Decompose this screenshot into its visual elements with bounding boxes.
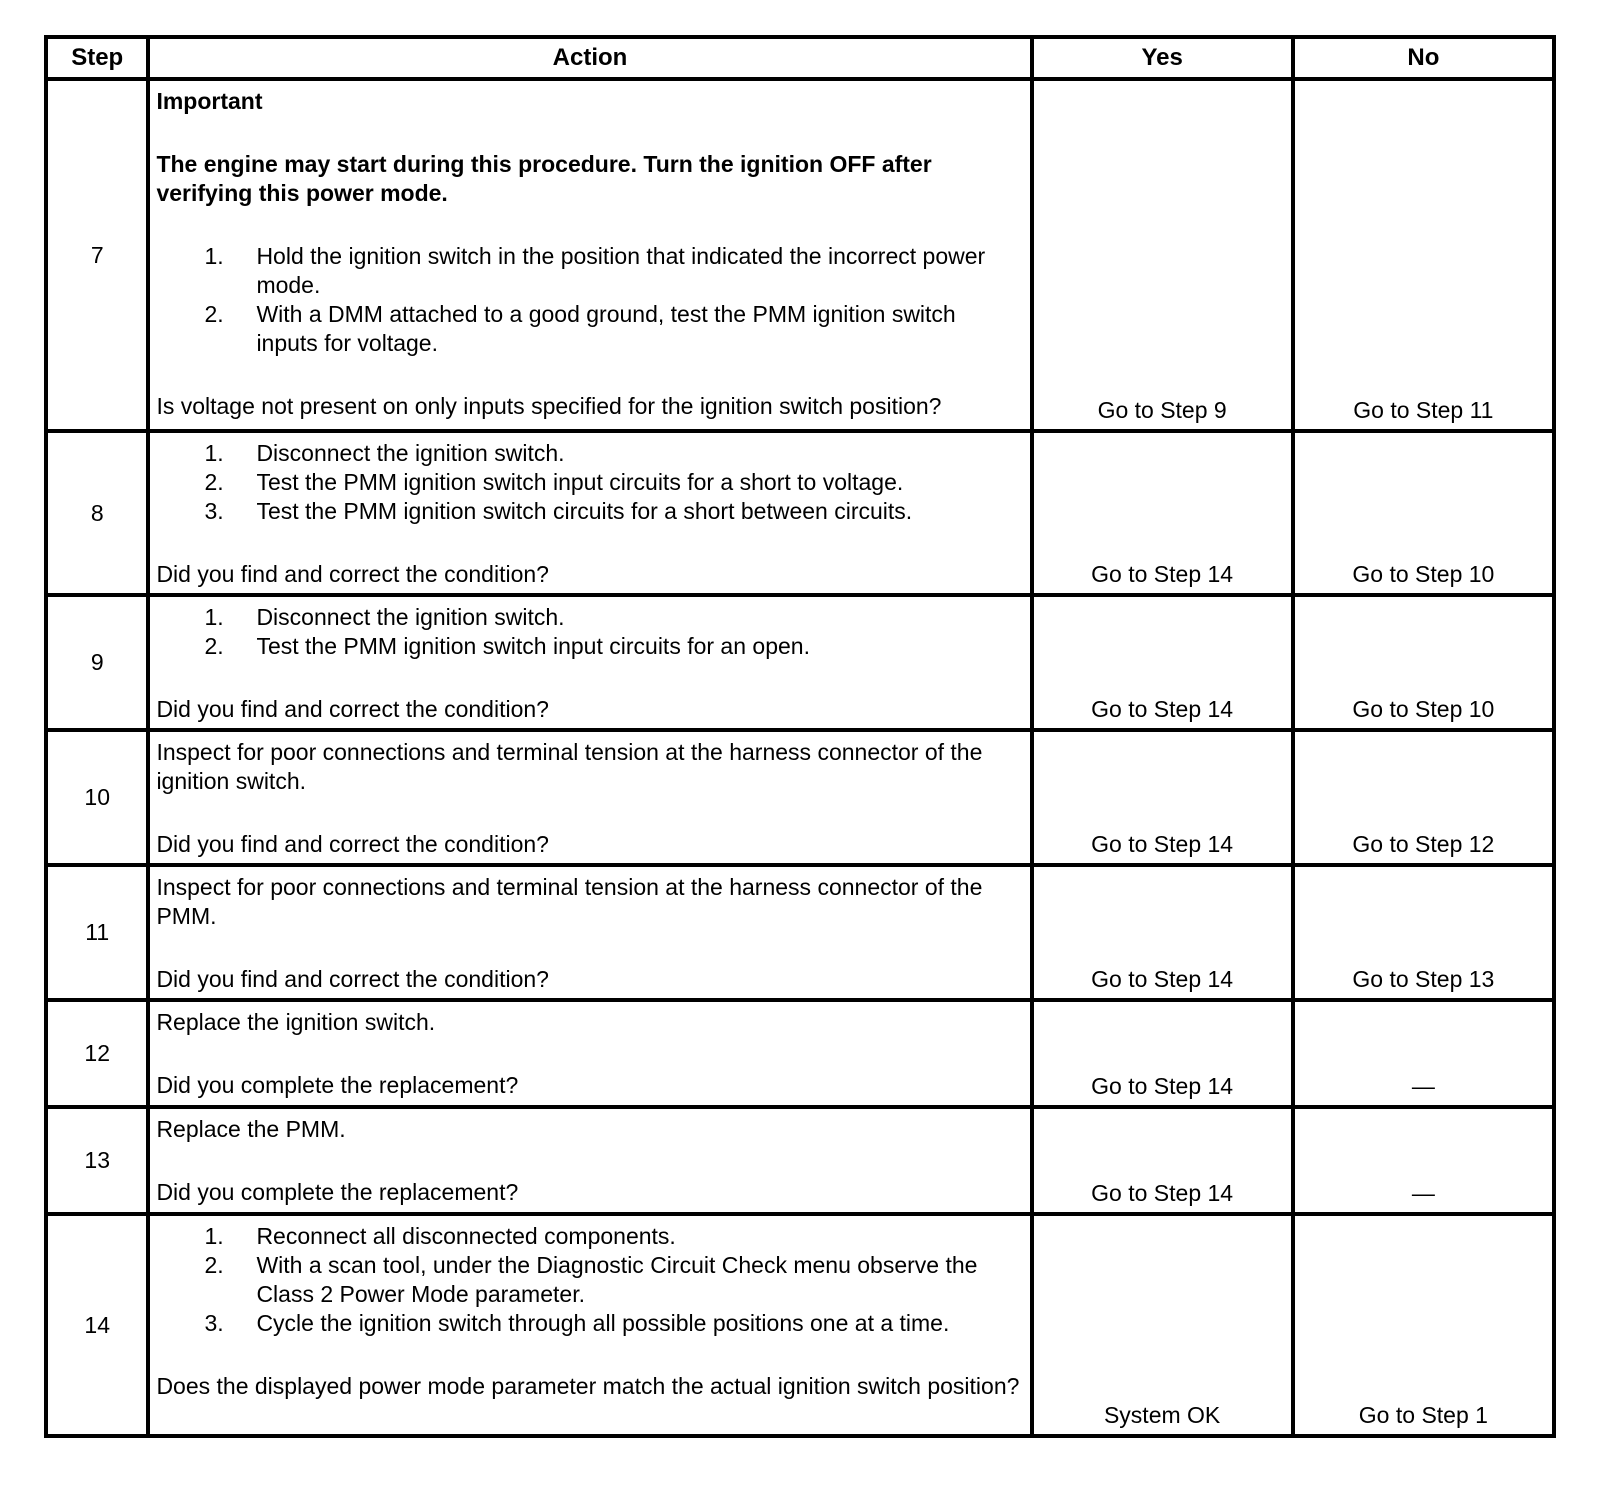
table-row <box>46 1000 1554 1107</box>
action-text: Inspect for poor connections and terminal tension at the harness connector of the ignition switch. <box>156 739 983 794</box>
action-list <box>156 603 1021 661</box>
list-item: 2. With a scan tool, under the Diagnostic Circuit Check menu observe the Class 2 Power Mode parameter. <box>204 1252 978 1307</box>
yes-result: Go to Step 14 <box>1032 1000 1293 1107</box>
question-text: Is voltage not present on only inputs specified for the ignition switch position? <box>156 393 942 419</box>
step-number: 10 <box>46 730 148 865</box>
action-cell <box>148 865 1031 1000</box>
action-text: Replace the ignition switch. <box>156 1009 436 1035</box>
yes-result: Go to Step 14 <box>1032 1107 1293 1214</box>
header-row <box>46 37 1554 79</box>
action-cell <box>148 1107 1031 1214</box>
no-result: Go to Step 10 <box>1293 431 1554 595</box>
step-number: 13 <box>46 1107 148 1214</box>
no-result: Go to Step 12 <box>1293 730 1554 865</box>
table-row <box>46 1107 1554 1214</box>
important-label: Important <box>156 88 263 114</box>
question-text: Did you find and correct the condition? <box>156 831 549 857</box>
list-item: 3. Cycle the ignition switch through all possible positions one at a time. <box>204 1310 950 1336</box>
yes-result: Go to Step 14 <box>1032 730 1293 865</box>
question-text: Does the displayed power mode parameter match the actual ignition switch position? <box>156 1373 1020 1399</box>
diagnostic-table <box>44 35 1556 1438</box>
table-row <box>46 431 1554 595</box>
list-item: 2. Test the PMM ignition switch input circuits for an open. <box>204 633 810 659</box>
action-cell <box>148 1214 1031 1436</box>
list-item: 1. Reconnect all disconnected components. <box>204 1223 676 1249</box>
action-cell <box>148 595 1031 730</box>
header-no: No <box>1293 37 1554 79</box>
step-number: 9 <box>46 595 148 730</box>
header-yes: Yes <box>1032 37 1293 79</box>
yes-result: System OK <box>1032 1214 1293 1436</box>
step-number: 7 <box>46 79 148 431</box>
action-cell <box>148 1000 1031 1107</box>
question-text: Did you complete the replacement? <box>156 1179 519 1205</box>
table-row <box>46 1214 1554 1436</box>
list-item: 2. Test the PMM ignition switch input circuits for a short to voltage. <box>204 469 904 495</box>
question-text: Did you find and correct the condition? <box>156 966 549 992</box>
list-item: 1. Hold the ignition switch in the position that indicated the incorrect power mode. <box>204 243 986 298</box>
table-row <box>46 595 1554 730</box>
action-cell <box>148 431 1031 595</box>
no-result: Go to Step 11 <box>1293 79 1554 431</box>
action-text: Inspect for poor connections and terminal tension at the harness connector of the PMM. <box>156 874 983 929</box>
action-list <box>156 242 1021 358</box>
yes-result: Go to Step 9 <box>1032 79 1293 431</box>
header-action: Action <box>148 37 1031 79</box>
question-text: Did you find and correct the condition? <box>156 561 549 587</box>
important-text: The engine may start during this procedure. Turn the ignition OFF after verifying this power mode. <box>156 151 932 206</box>
action-cell <box>148 79 1031 431</box>
action-list <box>156 439 1021 526</box>
step-number: 14 <box>46 1214 148 1436</box>
header-step: Step <box>46 37 148 79</box>
list-item: 1. Disconnect the ignition switch. <box>204 440 565 466</box>
list-item: 1. Disconnect the ignition switch. <box>204 604 565 630</box>
question-text: Did you complete the replacement? <box>156 1072 519 1098</box>
no-result: — <box>1293 1000 1554 1107</box>
yes-result: Go to Step 14 <box>1032 865 1293 1000</box>
action-cell <box>148 730 1031 865</box>
list-item: 2. With a DMM attached to a good ground, test the PMM ignition switch inputs for voltage. <box>204 301 956 356</box>
table-row <box>46 865 1554 1000</box>
no-result: Go to Step 10 <box>1293 595 1554 730</box>
yes-result: Go to Step 14 <box>1032 431 1293 595</box>
action-list <box>156 1222 1021 1338</box>
list-item: 3. Test the PMM ignition switch circuits for a short between circuits. <box>204 498 913 524</box>
action-text: Replace the PMM. <box>156 1116 346 1142</box>
table-row <box>46 730 1554 865</box>
no-result: — <box>1293 1107 1554 1214</box>
question-text: Did you find and correct the condition? <box>156 696 549 722</box>
step-number: 12 <box>46 1000 148 1107</box>
no-result: Go to Step 13 <box>1293 865 1554 1000</box>
no-result: Go to Step 1 <box>1293 1214 1554 1436</box>
yes-result: Go to Step 14 <box>1032 595 1293 730</box>
step-number: 11 <box>46 865 148 1000</box>
step-number: 8 <box>46 431 148 595</box>
table-row <box>46 79 1554 431</box>
